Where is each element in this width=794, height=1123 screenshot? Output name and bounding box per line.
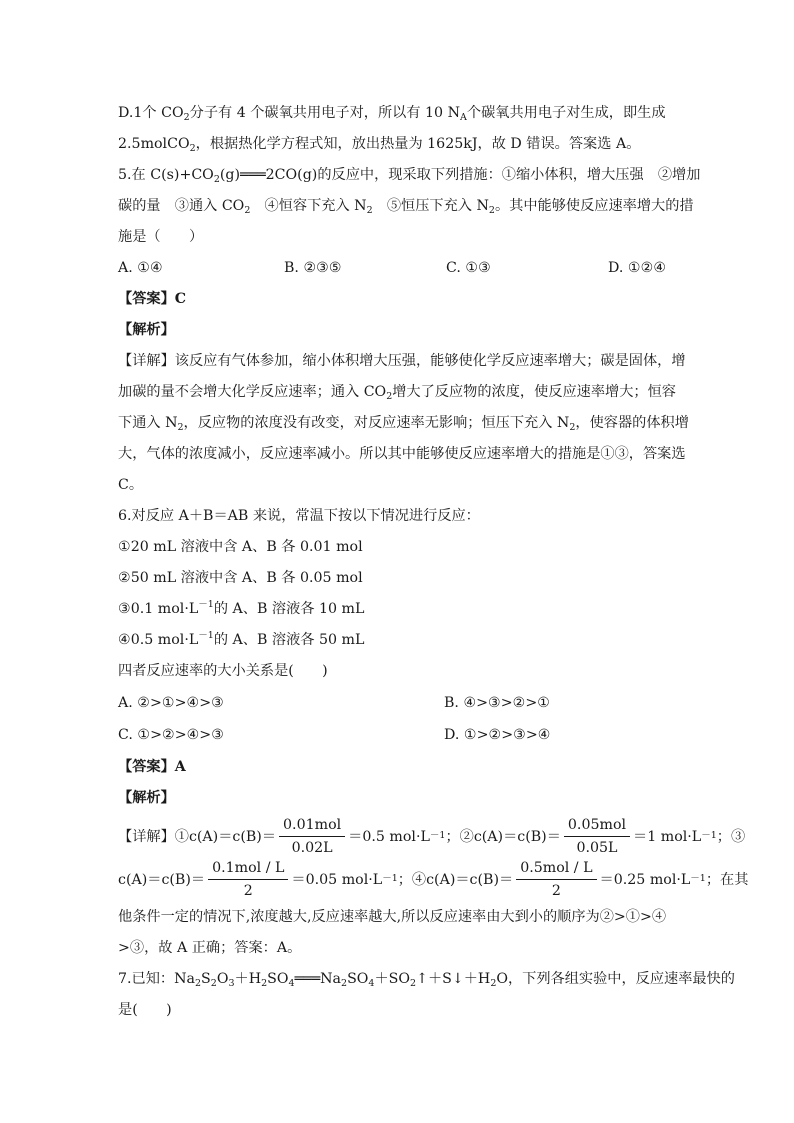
q6-condition-3: ③0.1 $mol\cdot L^{-1}$的 A、B 溶液各 10 mL [118,599,365,617]
fraction-4: $\frac{\text{0.5mol / L}}{2}$ [516,859,596,900]
fraction-2: $\frac{\text{0.05mol}}{0.05L}$ [564,816,630,857]
q5-option-d[interactable]: D. ①②④ [608,260,667,276]
q6-question: 四者反应速率的大小关系是( ) [118,663,328,679]
q6-option-a[interactable]: A. ②>①>④>③ [118,695,224,711]
q5-stem-line-2: 碳的量 ③通入 $CO_2$ ④恒容下充入 $N_2$ ⑤恒压下充入 $N_2$。其中能够使反应速率增大的措 [118,198,694,216]
q6-detail-equation-line-1: 【详解】①c(A)＝c(B)＝ $\frac{\text{0.01mol}}{0.02L}$ ＝0.5 mol·L －1 ；②c(A)＝c(B)＝ $\frac{\text{0.05mol}}{0.05L}$ ＝1 mol·L －1 ；③ [118,816,746,856]
q4-explanation-line-1: D.1个 $CO_2$分子有 4 个碳氧共用电子对，所以有 10 $N_A$个碳氧共用电子对生成，即生成 [118,105,666,123]
q5-stem-line-3: 施是（ ） [118,229,204,245]
q5-option-a[interactable]: A. ①④ [118,260,163,276]
q5-stem-line-1: 5.在 $C(s)+CO_2(g)═══2CO(g)$的反应中，现采取下列措施：①缩小体积，增大压强 ②增加 [118,167,701,185]
fraction-3: $\frac{\text{0.1mol / L}}{2}$ [208,859,288,900]
q4-explanation-line-2: 2.5molCO$_2$，根据热化学方程式知，放出热量为 1625kJ，故 D 错误。答案选 A。 [118,136,641,154]
q6-analysis-heading: 【解析】 [118,790,175,806]
fraction-1: $\frac{\text{0.01mol}}{0.02L}$ [279,816,345,857]
q5-detail-line-5: C。 [118,477,144,493]
q6-detail-line-4: >③，故 A 正确；答案：A。 [118,940,302,956]
q5-option-c[interactable]: C. ①③ [446,260,491,276]
q5-option-b[interactable]: B. ②③⑤ [284,260,342,276]
q6-option-b[interactable]: B. ④>③>②>① [444,695,550,711]
q5-detail-line-4: 大，气体的浓度减小，反应速率减小。所以其中能够使反应速率增大的措施是①③，答案选 [118,446,686,462]
q6-stem: 6.对反应 A＋B＝AB 来说，常温下按以下情况进行反应： [118,508,480,524]
q6-condition-2: ②50 mL 溶液中含 A、B 各 0.05 mol [118,570,363,586]
q7-stem-line-1: 7.已知：$Na_2S_2O_3+H_2SO_4═══Na_2SO_4+SO_2↑+S↓+H_2O$，下列各组实验中，反应速率最快的 [118,971,735,989]
q5-detail-line-3: 下通入 $N_2$，反应物的浓度没有改变，对反应速率无影响；恒压下充入 $N_2$，使容器的体积增 [118,415,689,433]
q5-analysis-heading: 【解析】 [118,322,175,338]
q5-answer: 【答案】C [118,291,187,307]
q5-detail-line-1: 【详解】该反应有气体参加，缩小体积增大压强，能够使化学反应速率增大；碳是固体，增 [118,353,686,369]
q7-stem-line-2: 是( ) [118,1002,172,1018]
q6-condition-1: ①20 mL 溶液中含 A、B 各 0.01 mol [118,539,363,555]
q6-detail-equation-line-2: c(A)＝c(B)＝ $\frac{\text{0.1mol / L}}{2}$ ＝0.05 mol·L －1 ；④c(A)＝c(B)＝ $\frac{\text{0.5mol / L}}{2}$ ＝0.25 mol·L －1 ；在其 [118,859,749,899]
q6-option-c[interactable]: C. ①>②>④>③ [118,727,224,743]
q6-option-d[interactable]: D. ①>②>③>④ [444,727,551,743]
q6-condition-4: ④0.5 $mol\cdot L^{-1}$的 A、B 溶液各 50 mL [118,630,365,648]
q5-detail-line-2: 加碳的量不会增大化学反应速率；通入 $CO_2$增大了反应物的浓度，使反应速率增大；恒容 [118,384,676,402]
q6-answer: 【答案】A [118,759,186,775]
q6-detail-line-3: 他条件一定的情况下,浓度越大,反应速率越大,所以反应速率由大到小的顺序为②>①>④ [118,909,667,925]
